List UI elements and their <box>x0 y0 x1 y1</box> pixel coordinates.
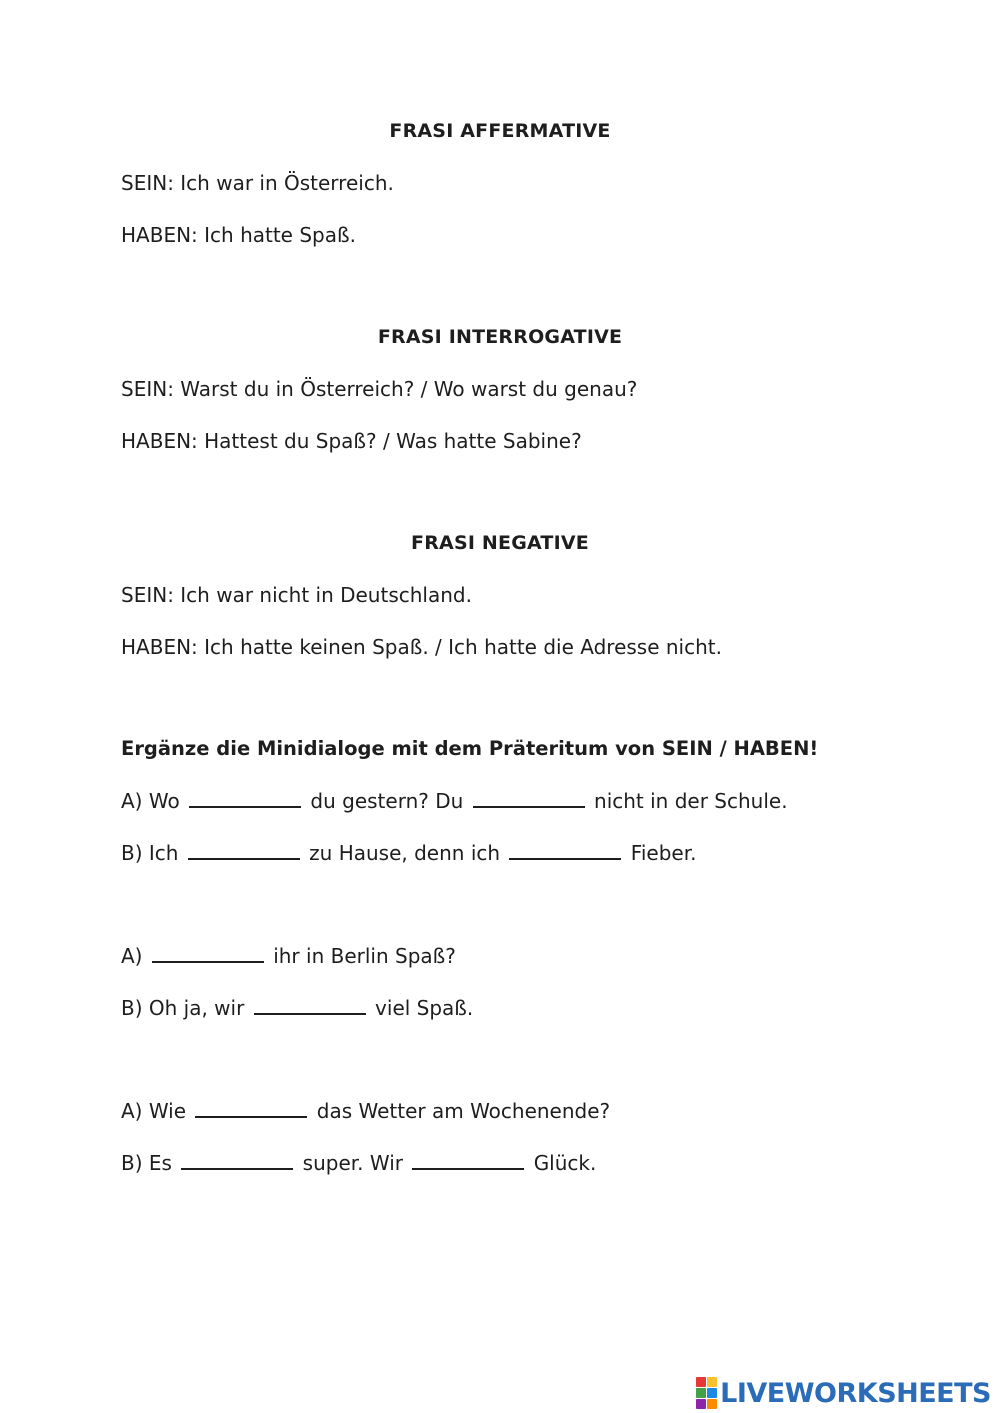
dialog2-b-text-2: viel Spaß. <box>375 996 474 1020</box>
affirmative-sein-sentence: SEIN: Ich war in Österreich. <box>121 171 394 195</box>
dialog1-a-text-1: A) Wo <box>121 789 180 813</box>
dialog2-a-text-1: A) <box>121 944 143 968</box>
dialog1-line-b <box>121 839 696 867</box>
dialog1-b-text-3: Fieber. <box>630 841 697 865</box>
dialog3-b-text-2: super. Wir <box>302 1151 403 1175</box>
negative-sein-sentence: SEIN: Ich war nicht in Deutschland. <box>121 583 472 607</box>
exercise-instruction: Ergänze die Minidialoge mit dem Präteritum von SEIN / HABEN! <box>121 737 819 760</box>
dialog2-line-a <box>121 942 456 970</box>
dialog2-a-blank-1[interactable] <box>152 942 264 963</box>
heading-interrogative: FRASI INTERROGATIVE <box>377 326 623 348</box>
dialog1-b-text-2: zu Hause, denn ich <box>309 841 501 865</box>
logo-block-icon <box>696 1377 706 1387</box>
interrogative-sein-sentence: SEIN: Warst du in Österreich? / Wo warst du genau? <box>121 377 638 401</box>
logo-block-icon <box>696 1388 706 1398</box>
logo-block-icon <box>707 1388 717 1398</box>
affirmative-haben-sentence: HABEN: Ich hatte Spaß. <box>121 223 356 247</box>
dialog2-a-text-2: ihr in Berlin Spaß? <box>273 944 456 968</box>
logo-text: LIVEWORKSHEETS <box>720 1377 991 1409</box>
logo-block-icon <box>696 1399 706 1409</box>
dialog1-b-blank-2[interactable] <box>509 839 621 860</box>
interrogative-haben-sentence: HABEN: Hattest du Spaß? / Was hatte Sabine? <box>121 429 582 453</box>
dialog3-b-text-3: Glück. <box>533 1151 597 1175</box>
heading-affirmative: FRASI AFFERMATIVE <box>389 120 611 142</box>
dialog1-a-text-3: nicht in der Schule. <box>594 789 788 813</box>
dialog3-a-blank-1[interactable] <box>195 1097 307 1118</box>
logo-block-icon <box>707 1377 717 1387</box>
dialog2-b-text-1: B) Oh ja, wir <box>121 996 245 1020</box>
heading-negative: FRASI NEGATIVE <box>411 532 589 554</box>
dialog1-a-blank-2[interactable] <box>473 787 585 808</box>
dialog1-b-blank-1[interactable] <box>188 839 300 860</box>
dialog3-a-text-2: das Wetter am Wochenende? <box>316 1099 611 1123</box>
dialog3-b-text-1: B) Es <box>121 1151 172 1175</box>
liveworksheets-logo[interactable] <box>696 1376 991 1410</box>
dialog3-b-blank-2[interactable] <box>412 1149 524 1170</box>
logo-block-icon <box>707 1399 717 1409</box>
dialog1-b-text-1: B) Ich <box>121 841 179 865</box>
dialog1-line-a <box>121 787 788 815</box>
dialog1-a-blank-1[interactable] <box>189 787 301 808</box>
dialog2-line-b <box>121 994 473 1022</box>
negative-haben-sentence: HABEN: Ich hatte keinen Spaß. / Ich hatte die Adresse nicht. <box>121 635 722 659</box>
dialog3-line-b <box>121 1149 596 1177</box>
dialog2-b-blank-1[interactable] <box>254 994 366 1015</box>
logo-blocks-icon <box>696 1377 717 1409</box>
dialog3-a-text-1: A) Wie <box>121 1099 187 1123</box>
dialog1-a-text-2: du gestern? Du <box>310 789 464 813</box>
dialog3-line-a <box>121 1097 610 1125</box>
dialog3-b-blank-1[interactable] <box>181 1149 293 1170</box>
